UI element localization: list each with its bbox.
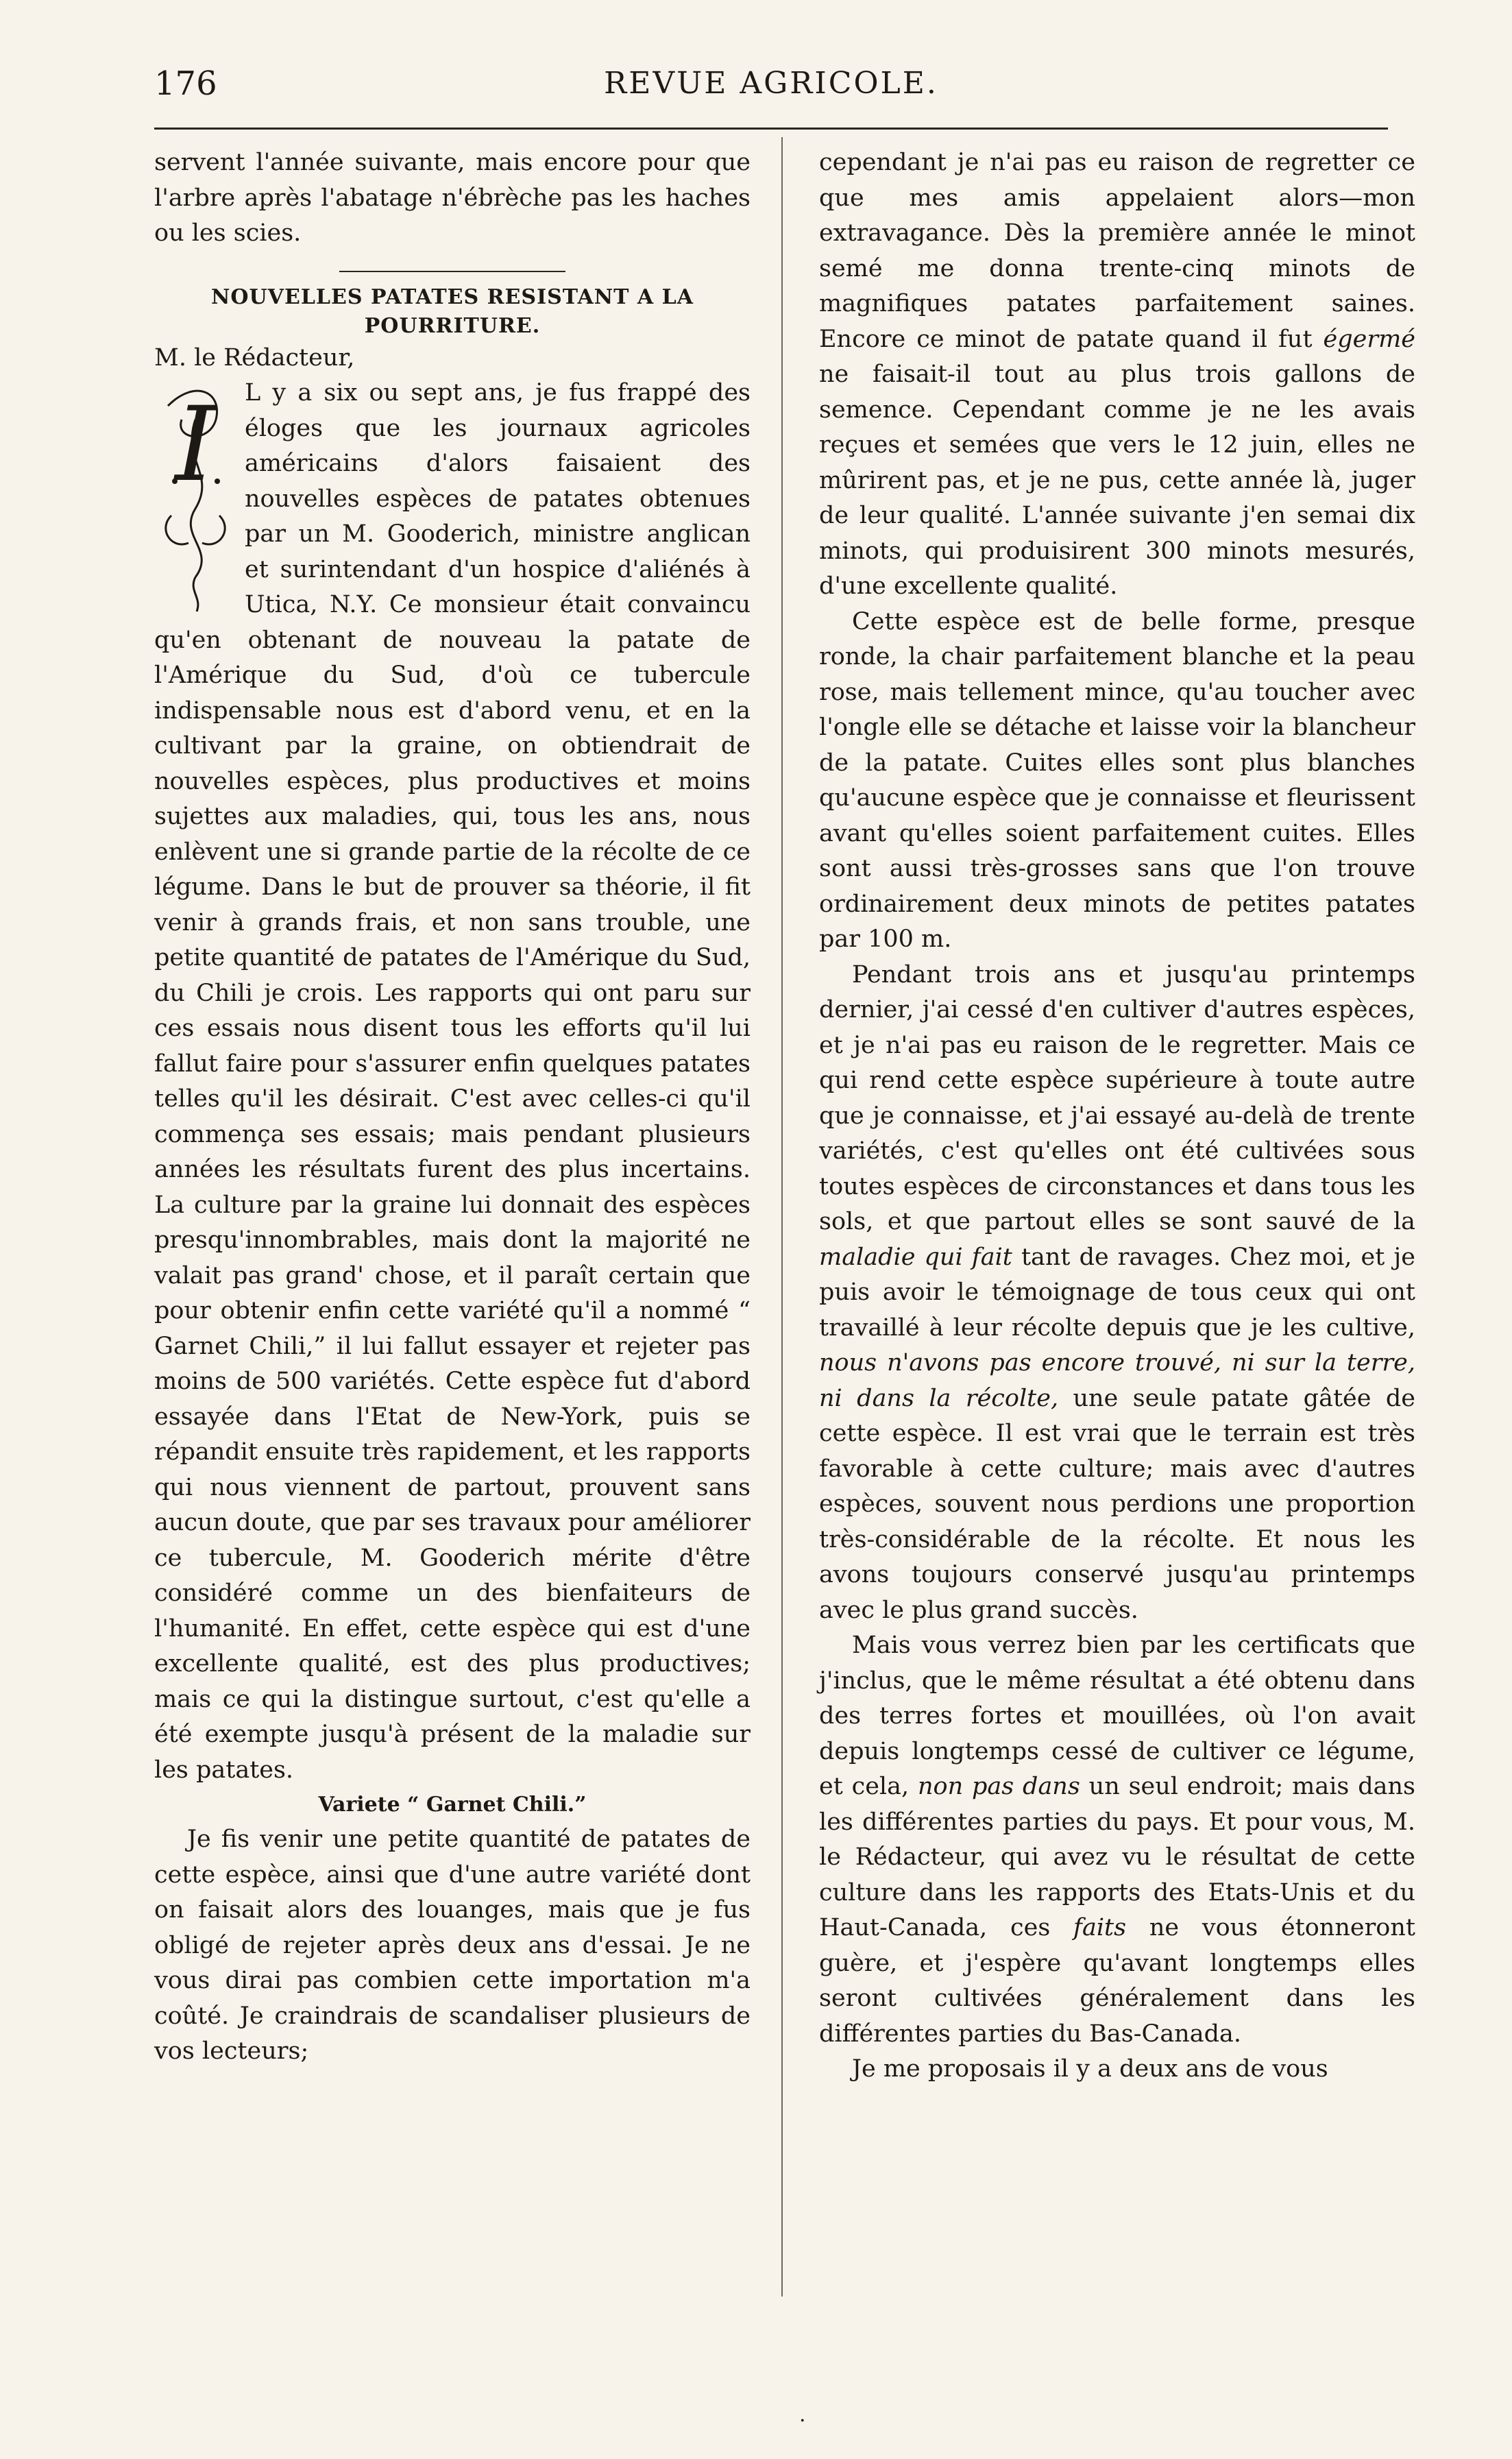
right-paragraph-5: Je me proposais il y a deux ans de vous: [852, 2055, 1328, 2083]
section-divider: [339, 271, 565, 272]
right-column: [819, 145, 1415, 2087]
text-span: ne faisait-il tout au plus trois gallons de semence. Cependant comme je ne les avais reçues et semées que vers le 12 juin, elles ne mûrirent pas, et je ne pus, cette année là, juger de leur qualité. L'année suivante j'en semai dix minots, qui produisirent 300 minots mesurés, d'une excellente qualité.: [819, 361, 1415, 600]
text-span: une seule patate gâtée de cette espèce. Il est vrai que le terrain est très favorable à cette culture; mais avec d'autres espèces, souvent nous perdions une proportion très-considérable de la récolte. Et nous les avons toujours conservé jusqu'au printemps avec le plus grand succès.: [819, 1384, 1415, 1624]
italic-span: égermé: [1323, 325, 1415, 353]
italic-span: non pas dans: [917, 1773, 1080, 1800]
dropcap-letter: I: [175, 385, 216, 505]
page-number: 176: [154, 64, 217, 103]
end-mark: .: [799, 2403, 806, 2427]
right-paragraph-1: [819, 145, 1415, 605]
italic-span: faits: [1073, 1914, 1127, 1941]
page-header: [154, 56, 1388, 111]
text-span: tant de ravages. Chez moi, et je puis avoir le témoignage de tous ceux qui ont travaillé à leur récolte depuis que je les cultive,: [819, 1243, 1415, 1342]
italic-span: nous n'avons pas encore trouvé, ni sur la terre, ni dans la récolte,: [819, 1349, 1415, 1412]
letter-paragraph-1: [154, 376, 751, 1788]
section-title: NOUVELLES PATATES RESISTANT A LA POURRITURE.: [210, 284, 694, 338]
right-paragraph-4: [819, 1628, 1415, 2052]
text-span: cependant je n'ai pas eu raison de regretter ce que mes amis appelaient alors—mon extravagance. Dès la première année le minot semé me donna trente-cinq minots de magnifiques patates parfaitement saines. Encore ce minot de patate quand il fut: [819, 149, 1415, 353]
italic-span: maladie qui fait: [819, 1243, 1012, 1271]
ornamental-initial: [154, 378, 236, 618]
running-title: REVUE AGRICOLE.: [604, 66, 938, 101]
letter-paragraph-1-text: L y a six ou sept ans, je fus frappé des éloges que les journaux agricoles américains d'alors faisaient des nouvelles espèces de patates obtenues par un M. Gooderich, ministre anglican et surintendant d'un hospice d'aliénés à Utica, N.Y. Ce monsieur était convaincu qu'en obtenant de nouveau la patate de l'Amérique du Sud, d'où ce tubercule indispensable nous est d'abord venu, et en la cultivant par la graine, on obtiendrait de nouvelles espèces, plus productives et moins sujettes aux maladies, qui, tous les ans, nous enlèvent une si grande partie de la récolte de ce légume. Dans le but de prouver sa théorie, il fit venir à grands frais, et non sans trouble, une petite quantité de patates de l'Amérique du Sud, du Chili je crois. Les rapports qui ont paru sur ces essais nous disent tous les efforts qu'il lui fallut faire pour s'assurer enfin quelques patates telles qu'il les désirait. C'est avec celles-ci qu'il commença ses essais; mais pendant plusieurs années les résultats furent des plus incertains. La culture par la graine lui donnait des espèces presqu'innombrables, mais dont la majorité ne valait pas grand' chose, et il paraît certain que pour obtenir enfin cette variété qu'il a nommé “ Garnet Chili,” il lui fallut essayer et rejeter pas moins de 500 variétés. Cette espèce fut d'abord essayée dans l'Etat de New-York, puis se répandit ensuite très rapidement, et les rapports qui nous viennent de partout, prouvent sans aucun doute, que par ses travaux pour améliorer ce tubercule, M. Gooderich mérite d'être considéré comme un des bienfaiteurs de l'humanité. En effet, cette espèce qui est d'une excellente qualité, est des plus productives; mais ce qui la distingue surtout, c'est qu'elle a été exempte jusqu'à présent de la maladie sur les patates.: [154, 379, 751, 1784]
salutation: M. le Rédacteur,: [154, 343, 355, 372]
right-paragraph-2: Cette espèce est de belle forme, presque ronde, la chair parfaitement blanche et la peau rose, mais tellement mince, qu'au toucher avec l'ongle elle se détache et laisse voir la blancheur de la patate. Cuites elles sont plus blanches qu'aucune espèce que je connaisse et fleurissent avant qu'elles soient parfaitement cuites. Elles sont aussi très-grosses sans que l'on trouve ordinairement deux minots de petites patates par 100 m.: [819, 607, 1415, 953]
column-divider: [781, 137, 783, 2297]
text-span: Mais vous verrez bien par les certificats que j'inclus, que le même résultat a été obtenu dans des terres fortes et mouillées, où l'on avait depuis longtemps cessé de cultiver ce légume, et cela,: [819, 1632, 1415, 1800]
letter-paragraph-2: Je fis venir une petite quantité de patates de cette espèce, ainsi que d'une autre variété dont on faisait alors des louanges, mais que je fus obligé de rejeter après deux ans d'essai. Je ne vous dirai pas combien cette importation m'a coûté. Je craindrais de scandaliser plusieurs de vos lecteurs;: [154, 1826, 751, 2065]
text-span: un seul endroit; mais dans les différentes parties du pays. Et pour vous, M. le Rédacteur, qui avez vu le résultat de cette culture dans les rapports des Etats-Unis et du Haut-Canada, ces: [819, 1773, 1415, 1941]
right-paragraph-3: [819, 958, 1415, 1629]
left-column: [154, 145, 751, 2070]
header-rule: [154, 128, 1388, 130]
variety-subheading: Variete “ Garnet Chili.”: [318, 1793, 587, 1817]
continuation-paragraph: servent l'année suivante, mais encore pour que l'arbre après l'abatage n'ébrèche pas les haches ou les scies.: [154, 149, 751, 247]
text-span: Pendant trois ans et jusqu'au printemps dernier, j'ai cessé d'en cultiver d'autres espèces, et je n'ai pas eu raison de le regretter. Mais ce qui rend cette espèce supérieure à toute autre que je connaisse, et j'ai essayé au-delà de trente variétés, c'est qu'elles ont été cultivées sous toutes espèces de circonstances et dans tous les sols, et que partout elles se sont sauvé de la: [819, 960, 1415, 1235]
text-span: ne vous étonneront guère, et j'espère qu'avant longtemps elles seront cultivées généralement dans les différentes parties du Bas-Canada.: [819, 1914, 1415, 2048]
